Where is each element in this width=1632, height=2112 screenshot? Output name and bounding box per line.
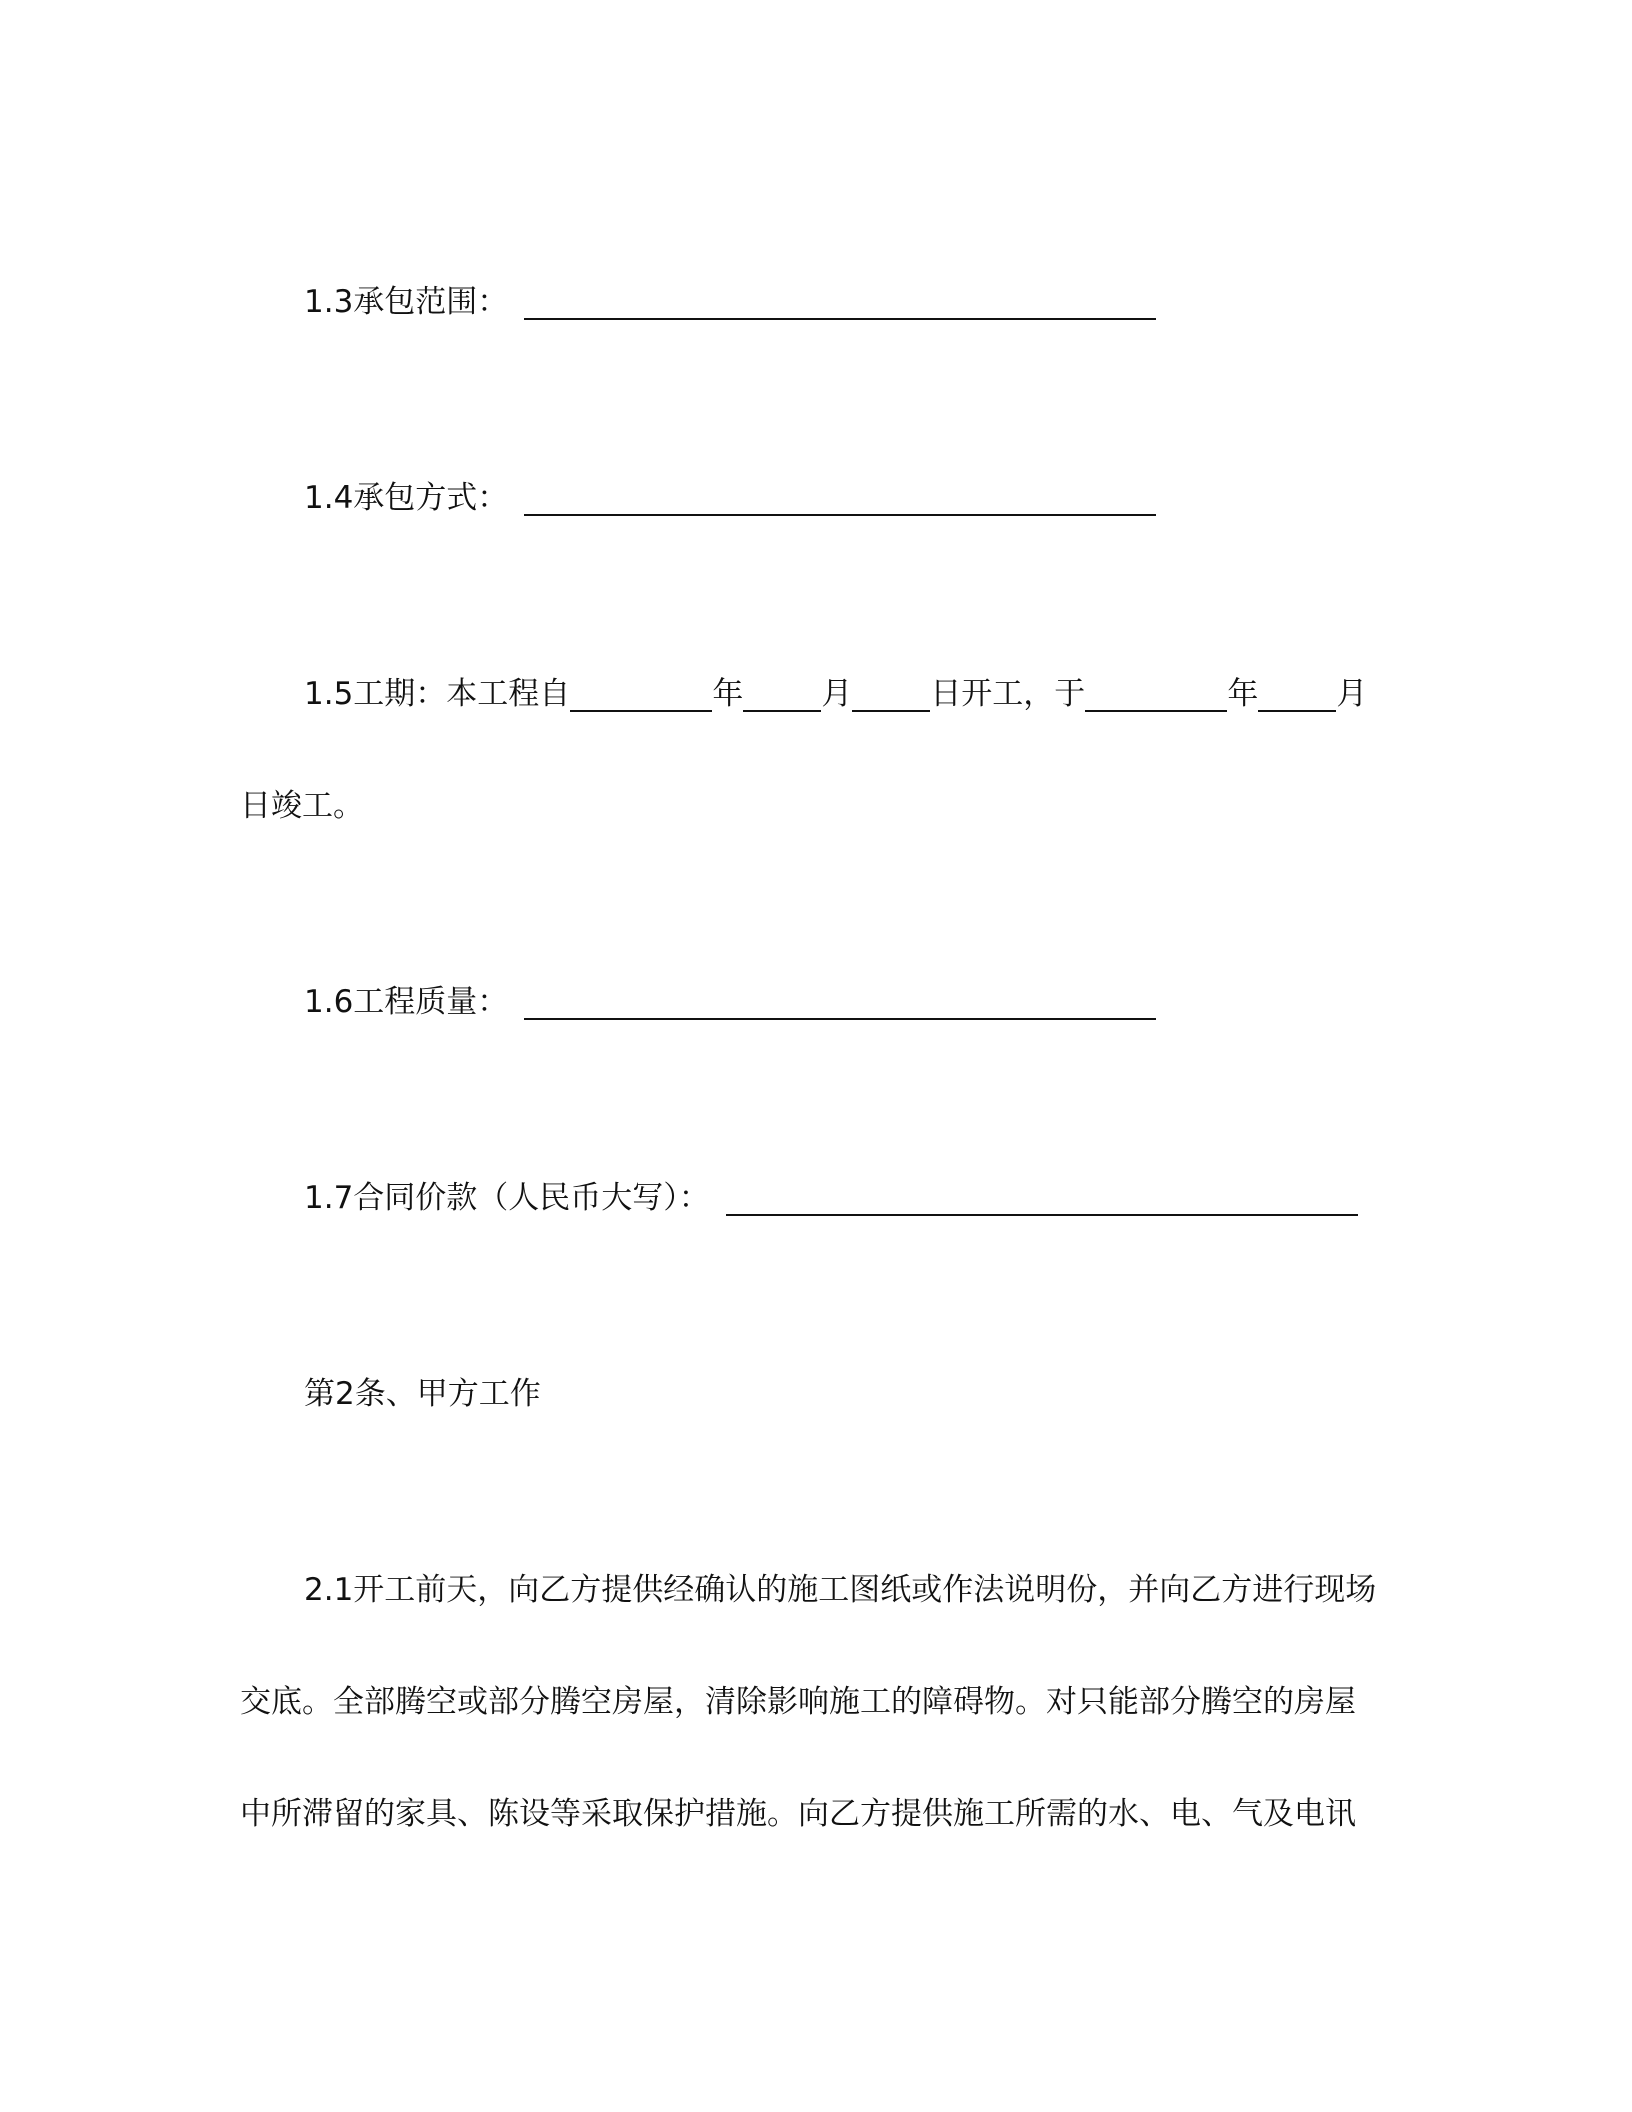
start-day-label: 日开工，于 [930,676,1086,712]
clause-2-1-line-3 [240,1794,1380,1834]
clause-2-1-text-3: 中所滞留的家具、陈设等采取保护措施。向乙方提供施工所需的水、电、气及电讯 [240,1796,1356,1832]
clause-1-4-blank[interactable] [524,484,1156,516]
start-month-blank[interactable] [743,680,821,712]
start-month-label: 月 [821,676,853,712]
clause-2-1-line-1 [240,1570,1380,1610]
clause-2-1-text-2: 交底。全部腾空或部分腾空房屋，清除影响施工的障碍物。对只能部分腾空的房屋 [240,1684,1356,1720]
clause-2-1-line-2 [240,1682,1380,1722]
end-year-blank[interactable] [1085,680,1227,712]
clause-1-5-continuation [240,786,1380,826]
end-year-label: 年 [1227,676,1259,712]
clause-1-5-prefix: 1.5工期：本工程自 [304,676,571,712]
clause-1-7-blank[interactable] [726,1184,1358,1216]
clause-1-3 [240,282,1380,322]
clause-1-6-blank[interactable] [524,988,1156,1020]
clause-1-4 [240,478,1380,518]
clause-1-5 [240,674,1380,714]
clause-1-7-label: 1.7合同价款（人民币大写）： [304,1180,710,1216]
clause-1-6-label: 1.6工程质量： [304,984,509,1020]
article-2-heading [240,1374,1380,1414]
clause-1-6 [240,982,1380,1022]
clause-1-4-label: 1.4承包方式： [304,480,509,516]
clause-1-7 [240,1178,1380,1218]
clause-1-5-tail: 日竣工。 [240,788,364,824]
article-2-title: 第2条、甲方工作 [304,1376,541,1412]
clause-1-3-label: 1.3承包范围： [304,284,509,320]
clause-2-1-text-1: 2.1开工前天，向乙方提供经确认的施工图纸或作法说明份，并向乙方进行现场 [304,1572,1377,1608]
start-year-label: 年 [712,676,744,712]
end-month-blank[interactable] [1258,680,1336,712]
start-day-blank[interactable] [852,680,930,712]
start-year-blank[interactable] [570,680,712,712]
clause-1-3-blank[interactable] [524,288,1156,320]
end-month-label: 月 [1336,676,1368,712]
